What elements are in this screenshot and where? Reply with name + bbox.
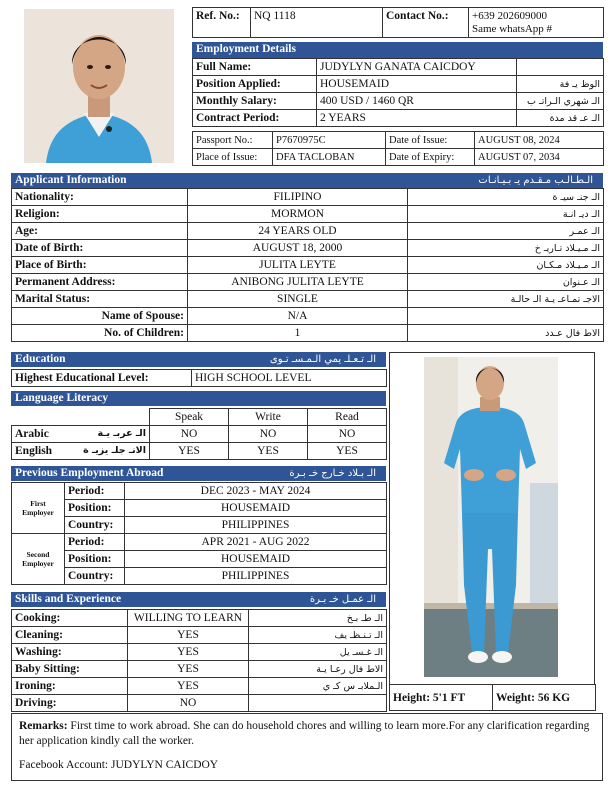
spouse-value: N/A bbox=[188, 308, 408, 325]
applicant-arabic: الـ مـيـلاد تـاريـ خ bbox=[408, 240, 604, 257]
applicant-row bbox=[12, 189, 604, 206]
contract-arabic: الـ عـ قد مدة bbox=[517, 110, 604, 127]
applicant-row bbox=[12, 291, 604, 308]
employer-row bbox=[12, 551, 387, 568]
employer-rows bbox=[12, 483, 387, 585]
issue-place-value: DFA TACLOBAN bbox=[273, 149, 386, 166]
physical-table bbox=[389, 684, 596, 711]
remarks-label: Remarks: bbox=[19, 720, 68, 732]
skills-header bbox=[11, 592, 386, 607]
employer-position-value: HOUSEMAID bbox=[125, 500, 387, 517]
employer-row bbox=[12, 568, 387, 585]
employer-row bbox=[12, 534, 387, 551]
skill-value: YES bbox=[128, 661, 249, 678]
applicant-value: SINGLE bbox=[188, 291, 408, 308]
remarks-body: First time to work abroad. She can do household chores and willing to learn more.For any clarification regarding her application kindly call the worker. bbox=[19, 720, 590, 747]
applicant-label: Nationality: bbox=[12, 189, 188, 206]
skill-arabic: الاط فال رعـا يـة bbox=[249, 661, 387, 678]
remarks-box bbox=[11, 713, 603, 781]
applicant-arabic: الاجـ تمـاعـ يـة الـ حالـة bbox=[408, 291, 604, 308]
applicant-arabic: الـ جنـ سيـ ة bbox=[408, 189, 604, 206]
applicant-label: Religion: bbox=[12, 206, 188, 223]
salary-value: 400 USD / 1460 QR bbox=[317, 93, 517, 110]
salary-label: Monthly Salary: bbox=[193, 93, 317, 110]
expiry-value: AUGUST 07, 2034 bbox=[475, 149, 604, 166]
language-row bbox=[12, 426, 387, 443]
employer-row bbox=[12, 500, 387, 517]
skill-arabic: الـملابـ س كـ ي bbox=[249, 678, 387, 695]
applicant-label: Date of Birth: bbox=[12, 240, 188, 257]
employment-details-title: Employment Details bbox=[196, 43, 296, 55]
applicant-label: Age: bbox=[12, 223, 188, 240]
header-table bbox=[192, 7, 604, 38]
contact-value bbox=[469, 8, 604, 38]
employer-country-value: PHILIPPINES bbox=[125, 568, 387, 585]
employer-country-value: PHILIPPINES bbox=[125, 517, 387, 534]
skill-value: WILLING TO LEARN bbox=[128, 610, 249, 627]
position-value: HOUSEMAID bbox=[317, 76, 517, 93]
contract-label: Contract Period: bbox=[193, 110, 317, 127]
skills-title-arabic: الـ عمـل خـ بـرة bbox=[309, 594, 376, 605]
language-label: English bbox=[15, 445, 53, 457]
ref-label: Ref. No.: bbox=[193, 8, 251, 38]
issue-place-label: Place of Issue: bbox=[193, 149, 273, 166]
applicant-label: Marital Status: bbox=[12, 291, 188, 308]
employment-table bbox=[192, 58, 604, 127]
applicant-row bbox=[12, 257, 604, 274]
full-body-photo-frame bbox=[389, 352, 595, 685]
children-arabic: الاط فال عـدد bbox=[408, 325, 604, 342]
passport-label: Passport No.: bbox=[193, 132, 273, 149]
full-body-photo bbox=[390, 353, 594, 684]
applicant-rows bbox=[12, 189, 604, 308]
language-table bbox=[11, 408, 387, 460]
applicant-label: Place of Birth: bbox=[12, 257, 188, 274]
education-title: Education bbox=[15, 353, 66, 365]
skill-label: Cooking: bbox=[12, 610, 128, 627]
skill-row bbox=[12, 678, 387, 695]
position-label: Position Applied: bbox=[193, 76, 317, 93]
skill-value: YES bbox=[128, 627, 249, 644]
skill-value: YES bbox=[128, 678, 249, 695]
language-title: Language Literacy bbox=[15, 392, 108, 404]
applicant-arabic: الـ مـيـلاد مـكـان bbox=[408, 257, 604, 274]
employer-country-label: Country: bbox=[65, 517, 125, 534]
education-table bbox=[11, 369, 387, 387]
contact-phone: +639 202609000 bbox=[472, 9, 547, 22]
language-arabic: الـ عربـ يـة bbox=[97, 428, 146, 439]
applicant-header bbox=[11, 173, 603, 188]
applicant-row bbox=[12, 240, 604, 257]
education-header bbox=[11, 352, 386, 367]
applicant-arabic: الـ عـنوان bbox=[408, 274, 604, 291]
employer-row bbox=[12, 517, 387, 534]
skill-label: Ironing: bbox=[12, 678, 128, 695]
contact-whatsapp: Same whatsApp # bbox=[472, 22, 553, 35]
language-label: Arabic bbox=[15, 428, 49, 440]
language-speak: YES bbox=[150, 443, 229, 460]
skill-arabic: الـ غـسـ يل bbox=[249, 644, 387, 661]
skill-value: NO bbox=[128, 695, 249, 712]
applicant-arabic: الـ ديـ انـة bbox=[408, 206, 604, 223]
weight-value: Weight: 56 KG bbox=[493, 685, 596, 711]
employer-period-label: Period: bbox=[65, 534, 125, 551]
skill-label: Cleaning: bbox=[12, 627, 128, 644]
language-row bbox=[12, 443, 387, 460]
skill-label: Driving: bbox=[12, 695, 128, 712]
employer-period-value: APR 2021 - AUG 2022 bbox=[125, 534, 387, 551]
language-arabic: الانـ جلـ يزيـ ة bbox=[83, 445, 146, 456]
applicant-value: MORMON bbox=[188, 206, 408, 223]
applicant-table bbox=[11, 188, 604, 342]
skill-rows bbox=[12, 610, 387, 712]
language-rows bbox=[12, 426, 387, 460]
language-read: YES bbox=[308, 443, 387, 460]
contact-label: Contact No.: bbox=[383, 8, 469, 38]
skills-table bbox=[11, 609, 387, 712]
language-write: NO bbox=[229, 426, 308, 443]
previous-employment-title-arabic: الـ بـلاد خـارج خـ بـرة bbox=[289, 468, 376, 479]
applicant-row bbox=[12, 223, 604, 240]
skill-arabic: الـ طـ بـخ bbox=[249, 610, 387, 627]
applicant-value: 24 YEARS OLD bbox=[188, 223, 408, 240]
skill-arabic: الـ تـنـظـ يف bbox=[249, 627, 387, 644]
employer-name: Second Employer bbox=[12, 534, 65, 585]
applicant-value: ANIBONG JULITA LEYTE bbox=[188, 274, 408, 291]
language-read: NO bbox=[308, 426, 387, 443]
issue-date-value: AUGUST 08, 2024 bbox=[475, 132, 604, 149]
employer-position-label: Position: bbox=[65, 551, 125, 568]
facebook-account: Facebook Account: JUDYLYN CAICDOY bbox=[19, 759, 219, 771]
applicant-label: Permanent Address: bbox=[12, 274, 188, 291]
height-value: Height: 5'1 FT bbox=[390, 685, 493, 711]
education-title-arabic: الـ تـعـلـ يمي الـمـسـ تـوى bbox=[269, 354, 376, 365]
language-name bbox=[12, 426, 150, 443]
education-level-label: Highest Educational Level: bbox=[12, 370, 192, 387]
applicant-title: Applicant Information bbox=[15, 174, 127, 186]
previous-employment-table bbox=[11, 482, 387, 585]
full-name-label: Full Name: bbox=[193, 59, 317, 76]
skill-label: Washing: bbox=[12, 644, 128, 661]
applicant-row bbox=[12, 274, 604, 291]
expiry-label: Date of Expiry: bbox=[386, 149, 475, 166]
spouse-label: Name of Spouse: bbox=[12, 308, 188, 325]
children-value: 1 bbox=[188, 325, 408, 342]
language-speak: NO bbox=[150, 426, 229, 443]
skill-label: Baby Sitting: bbox=[12, 661, 128, 678]
skill-arabic bbox=[249, 695, 387, 712]
previous-employment-title: Previous Employment Abroad bbox=[15, 467, 164, 479]
language-write: YES bbox=[229, 443, 308, 460]
applicant-value: AUGUST 18, 2000 bbox=[188, 240, 408, 257]
applicant-value: FILIPINO bbox=[188, 189, 408, 206]
write-header: Write bbox=[229, 409, 308, 426]
issue-date-label: Date of Issue: bbox=[386, 132, 475, 149]
applicant-arabic: الـ عمـر bbox=[408, 223, 604, 240]
skill-row bbox=[12, 661, 387, 678]
children-label: No. of Children: bbox=[12, 325, 188, 342]
portrait-photo bbox=[24, 9, 174, 163]
speak-header: Speak bbox=[150, 409, 229, 426]
applicant-title-arabic: الـطـالـب مـقـدم يـ بـيـانـات bbox=[478, 175, 593, 186]
read-header: Read bbox=[308, 409, 387, 426]
skill-row bbox=[12, 627, 387, 644]
employer-period-value: DEC 2023 - MAY 2024 bbox=[125, 483, 387, 500]
skill-value: YES bbox=[128, 644, 249, 661]
ref-value: NQ 1118 bbox=[251, 8, 383, 38]
education-level-value: HIGH SCHOOL LEVEL bbox=[192, 370, 387, 387]
employer-country-label: Country: bbox=[65, 568, 125, 585]
employer-position-value: HOUSEMAID bbox=[125, 551, 387, 568]
employer-period-label: Period: bbox=[65, 483, 125, 500]
portrait-illustration bbox=[24, 9, 174, 163]
employer-name: First Employer bbox=[12, 483, 65, 534]
applicant-value: JULITA LEYTE bbox=[188, 257, 408, 274]
contract-value: 2 YEARS bbox=[317, 110, 517, 127]
language-header bbox=[11, 391, 386, 406]
previous-employment-header bbox=[11, 466, 386, 481]
skill-row bbox=[12, 644, 387, 661]
full-name-value: JUDYLYN GANATA CAICDOY bbox=[317, 59, 517, 76]
skill-row bbox=[12, 610, 387, 627]
employer-row bbox=[12, 483, 387, 500]
employment-details-header bbox=[192, 42, 603, 58]
applicant-row bbox=[12, 206, 604, 223]
employer-position-label: Position: bbox=[65, 500, 125, 517]
skill-row bbox=[12, 695, 387, 712]
skills-title: Skills and Experience bbox=[15, 593, 122, 605]
remarks-text bbox=[19, 719, 595, 749]
passport-table bbox=[192, 131, 604, 166]
salary-arabic: الـ شهري الـراتـ ب bbox=[517, 93, 604, 110]
passport-value: P7670975C bbox=[273, 132, 386, 149]
language-name bbox=[12, 443, 150, 460]
position-arabic: الوظ يـ فة bbox=[517, 76, 604, 93]
